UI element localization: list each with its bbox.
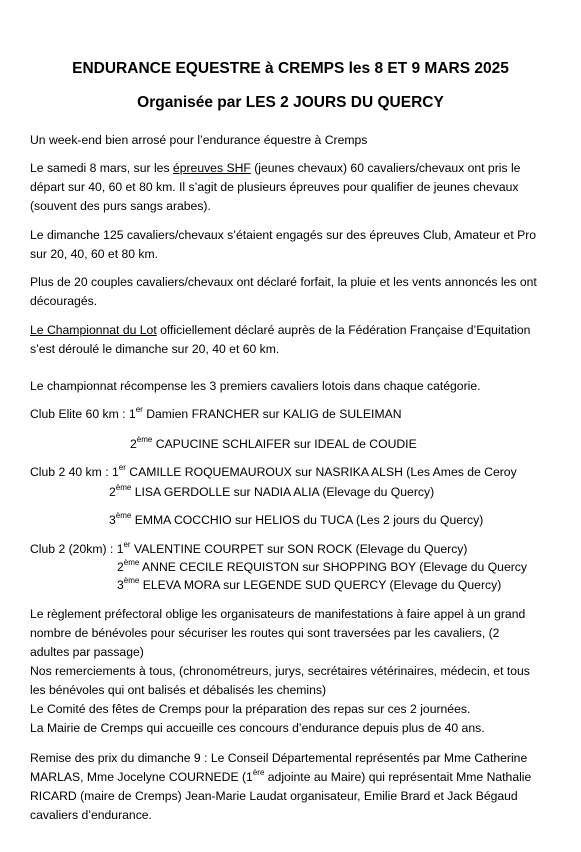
club220-result-3 (117, 576, 501, 594)
rank: 1 (111, 465, 119, 479)
rank: 1 (116, 542, 124, 556)
forfait-line-2: découragés. (30, 294, 98, 308)
recompense-paragraph: Le championnat récompense les 3 premiers cavaliers lotois dans chaque catégorie. (30, 379, 481, 393)
club240-result-3 (109, 511, 483, 529)
rank-suffix: ème (115, 482, 132, 492)
mairie-line: La Mairie de Cremps qui accueille ces concours d’endurance depuis plus de 40 ans. (30, 721, 485, 735)
document-title: ENDURANCE EQUESTRE à CREMPS les 8 ET 9 MARS 2025 (72, 60, 509, 77)
championnat-du-lot-link[interactable]: Le Championnat du Lot (30, 323, 157, 337)
intro-paragraph: Un week-end bien arrosé pour l’endurance équestre à Cremps (30, 133, 368, 147)
result-text: ELEVA MORA sur LEGENDE SUD QUERCY (Elevage du Quercy) (139, 578, 502, 592)
document-subtitle: Organisée par LES 2 JOURS DU QUERCY (137, 94, 444, 111)
club220-result-2 (117, 558, 527, 576)
result-text: VALENTINE COURPET sur SON ROCK (Elevage du Quercy) (130, 542, 468, 556)
text-run: officiellement déclaré auprès de la Fédération Française d’Equitation (156, 323, 531, 337)
result-text: Damien FRANCHER sur KALIG de SULEIMAN (142, 407, 402, 421)
samedi-line-3: (souvent des purs sangs arabes). (30, 199, 211, 213)
forfait-line-1: Plus de 20 couples cavaliers/chevaux ont déclaré forfait, la pluie et les vents annoncés les ont (30, 275, 537, 289)
result-text: LISA GERDOLLE sur NADIA ALIA (Elevage du Quercy) (131, 485, 435, 499)
result-text: ANNE CECILE REQUISTON sur SHOPPING BOY (Elevage du Quercy (139, 560, 527, 574)
text-run: Le samedi 8 mars, sur les (30, 161, 173, 175)
text-run: adjointe au Maire) qui représentait Mme Nathalie (264, 770, 532, 784)
rank-suffix: ème (123, 557, 140, 567)
elite-result-2 (130, 435, 417, 453)
rank-suffix: er (118, 462, 126, 472)
club220-result-1 (30, 540, 467, 558)
club240-result-2 (109, 483, 434, 501)
ordinal-suffix: ère (252, 767, 265, 777)
dimanche-line-1: Le dimanche 125 cavaliers/chevaux s’étaient engagés sur des épreuves Club, Amateur et Pro (30, 228, 537, 242)
rank: 3 (117, 578, 124, 592)
championnat-line-2: s’est déroulé le dimanche sur 20, 40 et 60 km. (30, 342, 280, 356)
rank-suffix: ème (136, 434, 153, 444)
epreuves-shf-link[interactable]: épreuves SHF (172, 161, 251, 175)
remerciements-line-2: les bénévoles qui ont balisés et débalisés les chemins) (30, 683, 327, 697)
dimanche-line-2: sur 20, 40, 60 et 80 km. (30, 247, 159, 261)
remise-line-2 (30, 768, 531, 786)
text-run: (jeunes chevaux) 60 cavaliers/chevaux ont pris le (250, 161, 521, 175)
rank: 2 (130, 437, 137, 451)
text-run: MARLAS, Mme Jocelyne COURNEDE (1 (30, 770, 253, 784)
championnat-line-1 (30, 321, 530, 339)
reglement-line-3: adultes par passage) (30, 645, 144, 659)
category-label: Club 2 40 km : (30, 465, 112, 479)
remerciements-line-1: Nos remerciements à tous, (chronométreurs, jurys, secrétaires vétérinaires, médecin, et tous (30, 664, 530, 678)
rank-suffix: ème (115, 510, 132, 520)
rank-suffix: er (135, 404, 143, 414)
rank: 3 (109, 513, 116, 527)
rank: 2 (109, 485, 116, 499)
remise-line-4: cavaliers d’endurance. (30, 808, 152, 822)
category-label: Club Elite 60 km : (30, 407, 129, 421)
rank: 1 (128, 407, 136, 421)
remise-line-1: Remise des prix du dimanche 9 : Le Conseil Départemental représentés par Mme Catherine (30, 751, 528, 765)
rank: 2 (117, 560, 124, 574)
rank-suffix: er (123, 539, 131, 549)
elite-result-1 (30, 405, 402, 423)
remise-line-3: RICARD (maire de Cremps) Jean-Marie Laudat organisateur, Emilie Brard et Jack Bégaud (30, 789, 518, 803)
category-label: Club 2 (20km) : (30, 542, 117, 556)
result-text: CAPUCINE SCHLAIFER sur IDEAL de COUDIE (152, 437, 417, 451)
samedi-line-1 (30, 159, 520, 177)
club240-result-1 (30, 463, 517, 481)
result-text: CAMILLE ROQUEMAUROUX sur NASRIKA ALSH (Les Ames de Ceroy (125, 465, 517, 479)
reglement-line-1: Le règlement préfectoral oblige les organisateurs de manifestations à faire appel à un grand (30, 607, 526, 621)
rank-suffix: ème (123, 575, 140, 585)
result-text: EMMA COCCHIO sur HELIOS du TUCA (Les 2 jours du Quercy) (131, 513, 484, 527)
reglement-line-2: nombre de bénévoles pour sécuriser les routes qui sont traversées par les cavaliers, (2 (30, 626, 500, 640)
samedi-line-2: départ sur 40, 60 et 80 km. Il s’agit de plusieurs épreuves pour qualifier de jeunes chevaux (30, 180, 519, 194)
comite-line: Le Comité des fêtes de Cremps pour la préparation des repas sur ces 2 journées. (30, 702, 471, 716)
